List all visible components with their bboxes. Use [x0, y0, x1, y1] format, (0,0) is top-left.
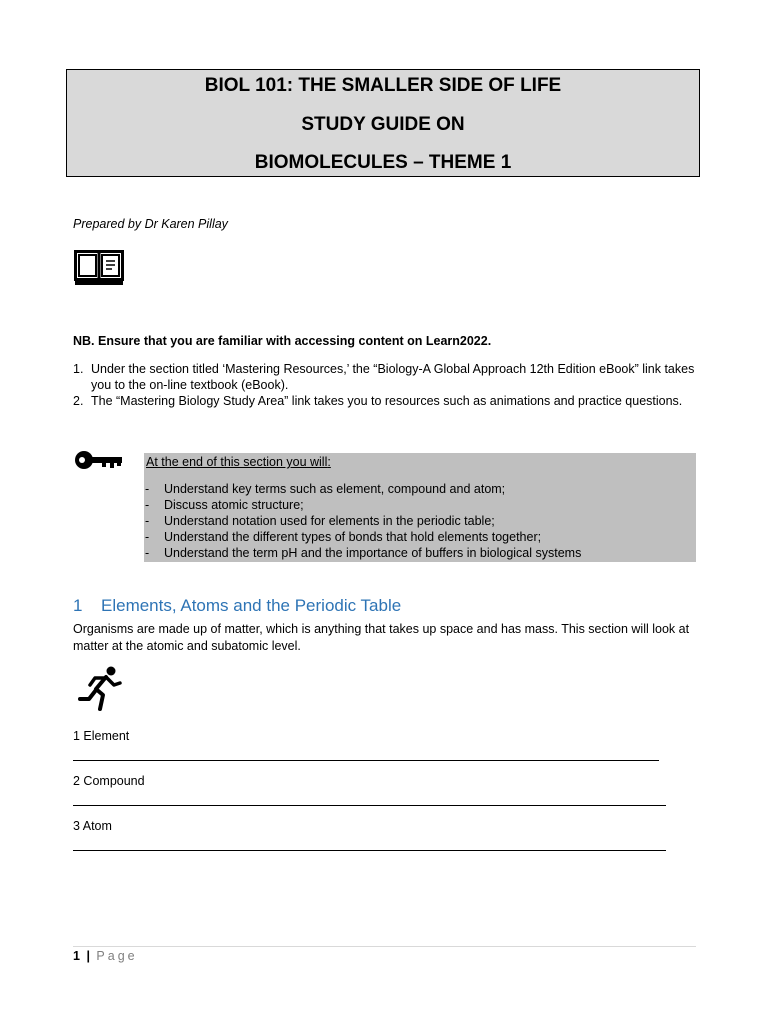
footer-separator: |	[86, 949, 90, 963]
objective-text: Understand the term pH and the importance of buffers in biological systems	[164, 546, 582, 560]
term-element: 1 Element	[73, 729, 130, 743]
learning-objectives-box	[144, 453, 696, 562]
objective-text: Understand notation used for elements in the periodic table;	[164, 514, 495, 528]
objectives-list	[144, 481, 581, 561]
page-label: Page	[96, 949, 138, 963]
section-number: 1	[73, 596, 83, 615]
list-item	[73, 393, 703, 409]
term-compound: 2 Compound	[73, 774, 145, 788]
prepared-by: Prepared by Dr Karen Pillay	[73, 217, 228, 231]
objectives-heading	[146, 455, 331, 469]
key-icon	[74, 449, 124, 471]
page-number: 1	[73, 949, 80, 963]
step-text: The “Mastering Biology Study Area” link takes you to resources such as animations and practice questions.	[91, 394, 683, 408]
objective-text: Understand key terms such as element, compound and atom;	[164, 482, 506, 496]
resource-steps	[73, 361, 703, 409]
objective-text: Understand the different types of bonds that hold elements together;	[164, 530, 542, 544]
answer-line-element[interactable]	[73, 760, 659, 761]
nb-note: NB. Ensure that you are familiar with accessing content on Learn2022.	[73, 334, 492, 348]
course-title: BIOL 101: THE SMALLER SIDE OF LIFE	[204, 75, 562, 96]
theme-title: BIOMOLECULES – THEME 1	[254, 152, 512, 173]
objective-text: Discuss atomic structure;	[164, 498, 304, 512]
section-title: Elements, Atoms and the Periodic Table	[101, 596, 402, 615]
answer-line-atom[interactable]	[73, 850, 666, 851]
list-item: - Discuss atomic structure;	[145, 498, 304, 512]
answer-line-compound[interactable]	[73, 805, 666, 806]
step-number: 1.	[73, 362, 84, 376]
guide-title: STUDY GUIDE ON	[301, 114, 465, 135]
list-item: - Understand key terms such as element, compound and atom;	[145, 482, 506, 496]
section-intro: Organisms are made up of matter, which is anything that takes up space and has mass. This section will look at matter at the atomic and subatomic level.	[73, 622, 690, 653]
list-item: - Understand the different types of bonds that hold elements together;	[145, 530, 542, 544]
term-atom: 3 Atom	[73, 819, 112, 833]
title-box	[66, 69, 700, 177]
section-heading	[73, 596, 401, 616]
running-person-icon	[76, 665, 122, 713]
list-item: - Understand notation used for elements in the periodic table;	[145, 514, 495, 528]
objectives-heading-text: At the end of this section you will	[146, 455, 328, 469]
open-book-icon	[74, 250, 124, 286]
step-number: 2.	[73, 394, 84, 408]
list-item	[73, 361, 703, 393]
step-text: Under the section titled ‘Mastering Resources,’ the “Biology-A Global Approach 12th Edition eBook” link takes you to the on-line textbook (eBook).	[91, 362, 695, 392]
page-footer	[73, 949, 138, 963]
footer-divider	[73, 946, 696, 947]
objectives-heading-colon: :	[327, 455, 331, 469]
list-item: - Understand the term pH and the importance of buffers in biological systems	[145, 546, 582, 560]
